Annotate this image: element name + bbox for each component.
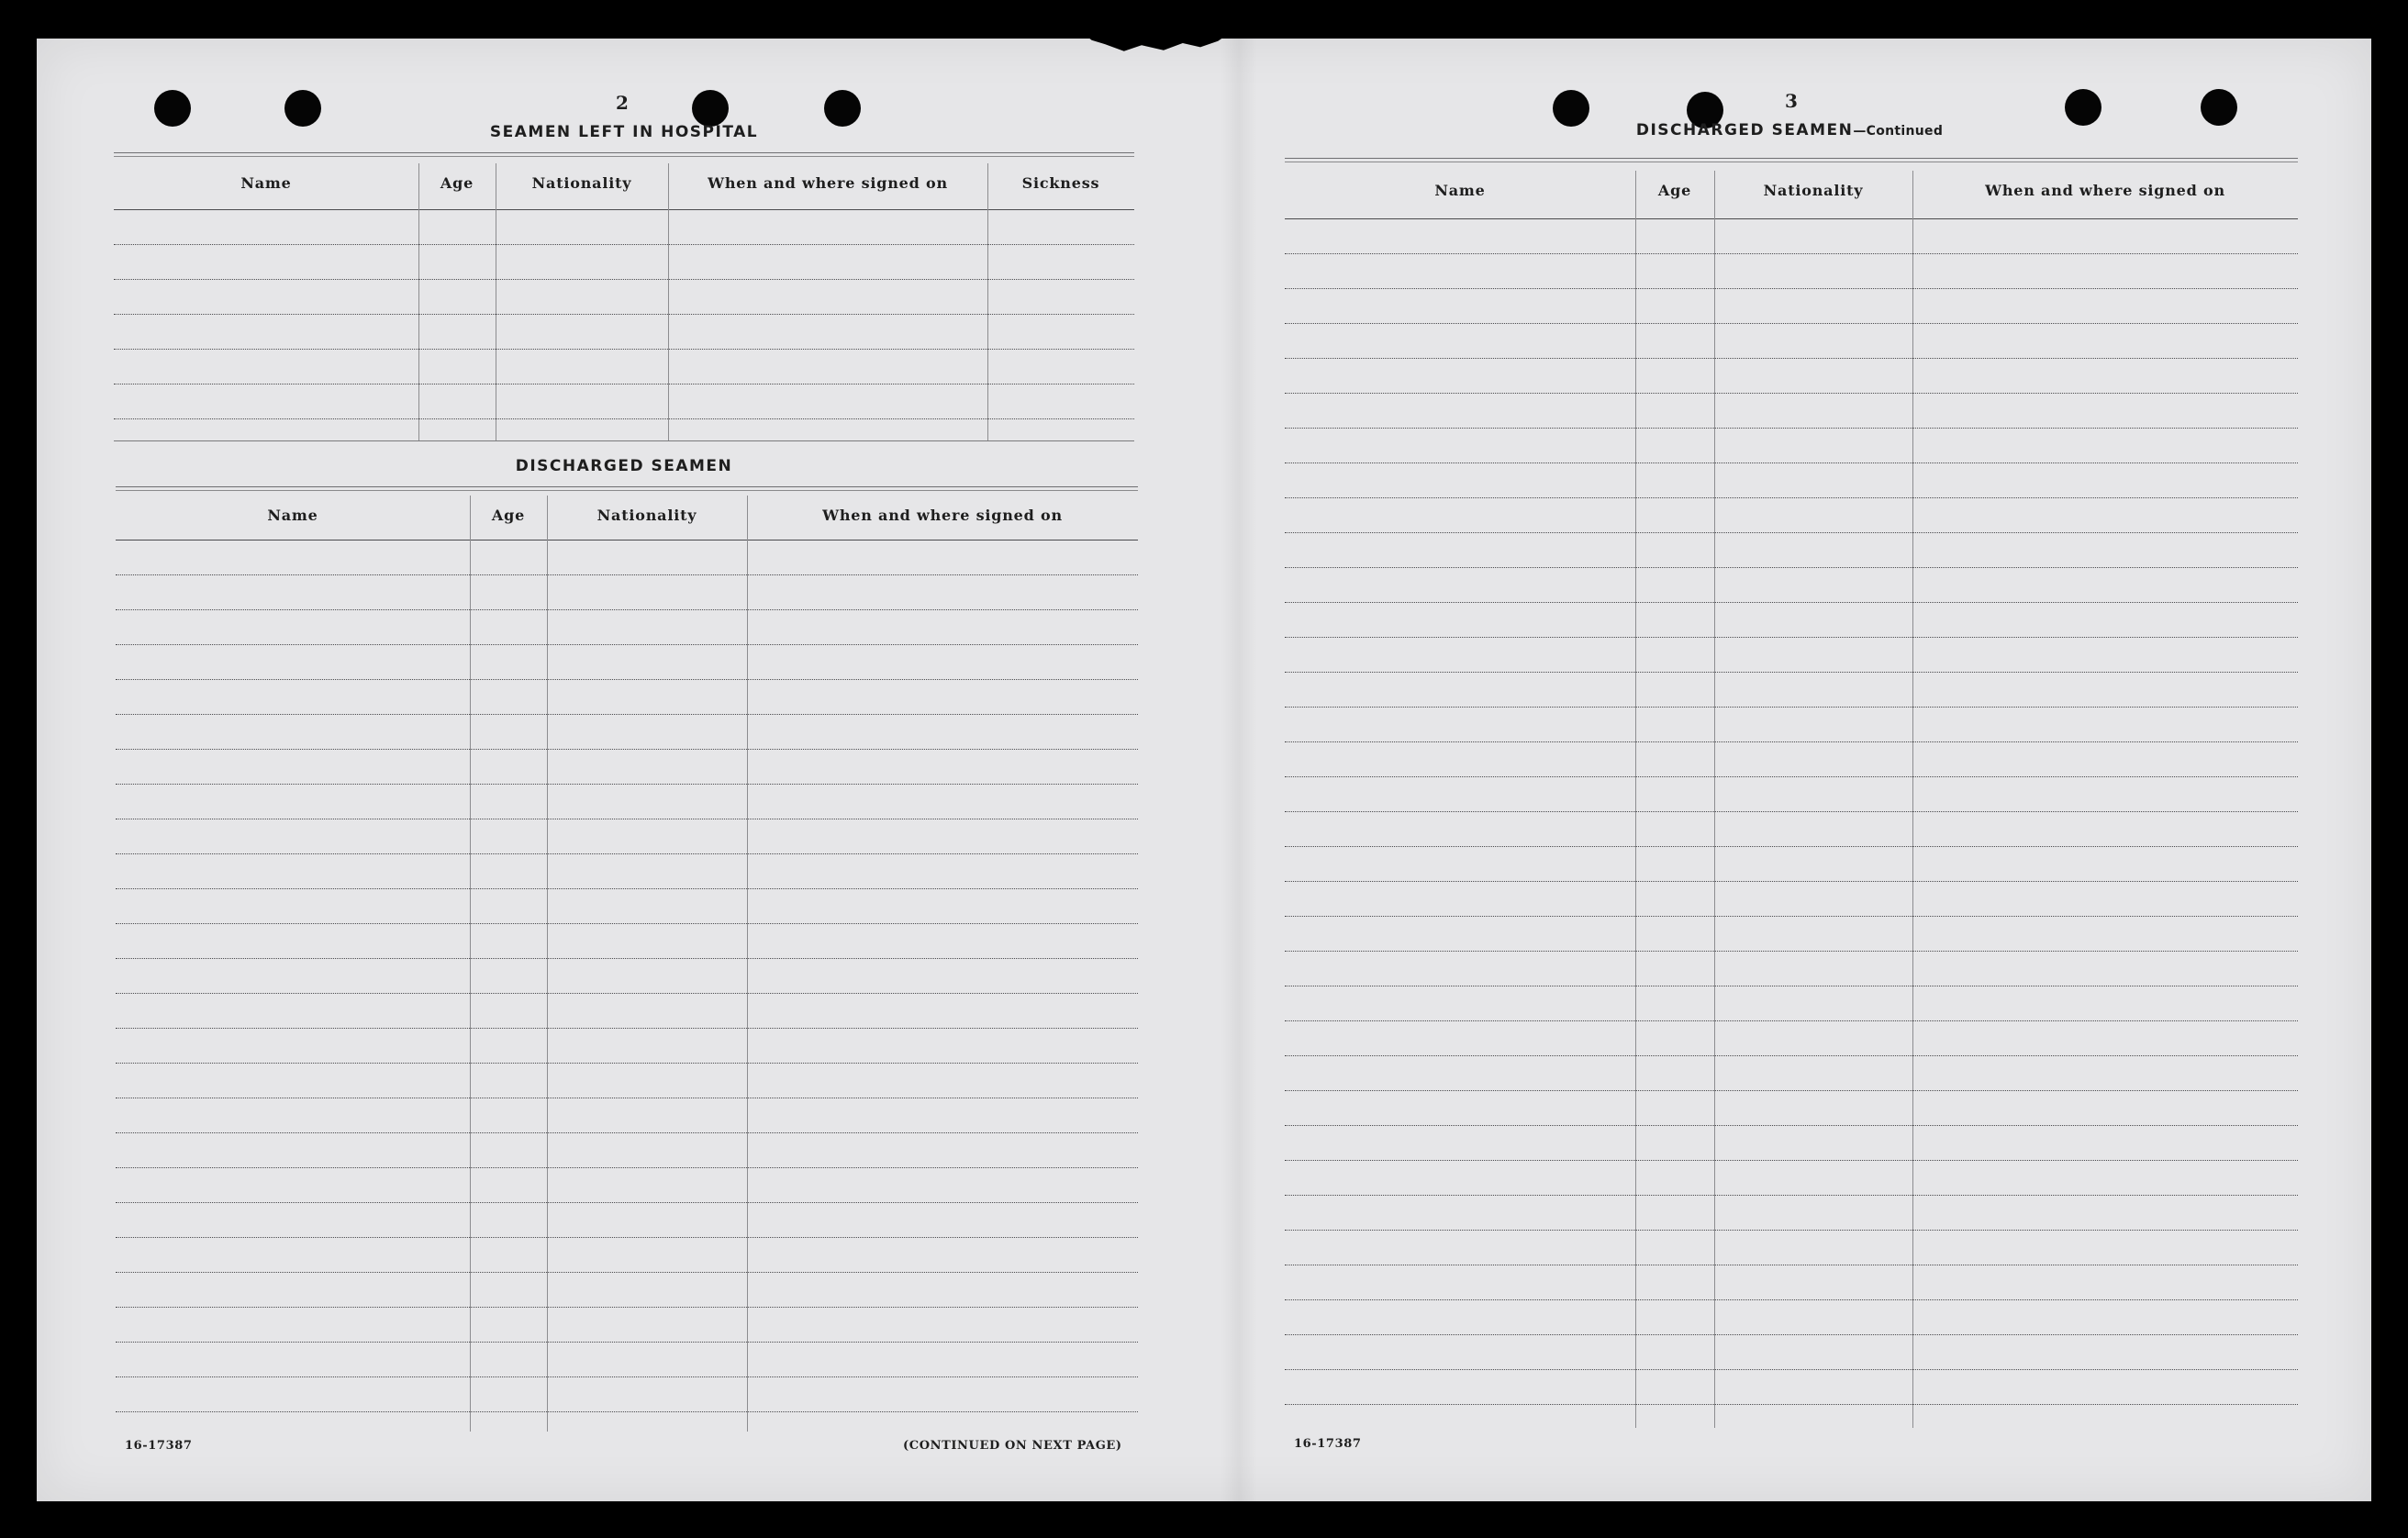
discharged-left-row-line[interactable]	[116, 958, 1138, 959]
discharged-right-row-line[interactable]	[1285, 881, 2298, 882]
discharged-section-title: DISCHARGED SEAMEN	[515, 457, 733, 475]
hospital-bottom-rule	[114, 440, 1134, 441]
discharged-left-header-age: Age	[491, 507, 526, 524]
discharged-right-row-line[interactable]	[1285, 1160, 2298, 1161]
discharged-right-row-line[interactable]	[1285, 288, 2298, 289]
discharged-right-row-line[interactable]	[1285, 707, 2298, 708]
hospital-top-rule	[114, 152, 1134, 157]
discharged-right-row-line[interactable]	[1285, 1334, 2298, 1335]
hospital-row-line[interactable]	[114, 418, 1134, 419]
hospital-header-age: Age	[440, 174, 474, 192]
hospital-column-divider	[987, 163, 988, 440]
discharged-right-header-rule	[1285, 218, 2298, 219]
discharged-left-row-line[interactable]	[116, 1237, 1138, 1238]
punch-hole	[2065, 89, 2101, 126]
discharged-right-row-line[interactable]	[1285, 1369, 2298, 1370]
discharged-right-header-age: Age	[1657, 182, 1692, 199]
hospital-header-when-and-where-signed-on: When and where signed on	[708, 174, 948, 192]
discharged-left-header-when-and-where-signed-on: When and where signed on	[822, 507, 1063, 524]
discharged-right-row-line[interactable]	[1285, 323, 2298, 324]
discharged-right-row-line[interactable]	[1285, 1125, 2298, 1126]
discharged-right-row-line[interactable]	[1285, 567, 2298, 568]
discharged-continued-title-text: DISCHARGED SEAMEN	[1635, 121, 1854, 139]
hospital-header-name: Name	[240, 174, 292, 192]
center-fold	[1221, 39, 1257, 1501]
discharged-left-row-line[interactable]	[116, 1132, 1138, 1133]
discharged-left-header-rule	[116, 540, 1138, 541]
discharged-right-column-divider	[1714, 171, 1715, 1428]
discharged-right-top-rule	[1285, 158, 2298, 162]
discharged-left-row-line[interactable]	[116, 1028, 1138, 1029]
discharged-right-row-line[interactable]	[1285, 1299, 2298, 1300]
punch-hole	[284, 90, 321, 127]
form-number-left: 16-17387	[125, 1439, 193, 1453]
discharged-left-row-line[interactable]	[116, 784, 1138, 785]
discharged-left-row-line[interactable]	[116, 1307, 1138, 1308]
discharged-right-row-line[interactable]	[1285, 1404, 2298, 1405]
discharged-left-row-line[interactable]	[116, 853, 1138, 854]
punch-hole	[824, 90, 861, 127]
discharged-left-column-divider	[747, 496, 748, 1432]
discharged-left-row-line[interactable]	[116, 1063, 1138, 1064]
discharged-left-column-divider	[547, 496, 548, 1432]
discharged-left-row-line[interactable]	[116, 1202, 1138, 1203]
discharged-left-row-line[interactable]	[116, 1272, 1138, 1273]
discharged-right-row-line[interactable]	[1285, 358, 2298, 359]
discharged-left-row-line[interactable]	[116, 574, 1138, 575]
discharged-left-row-line[interactable]	[116, 993, 1138, 994]
discharged-right-row-line[interactable]	[1285, 1020, 2298, 1021]
hospital-row-line[interactable]	[114, 244, 1134, 245]
discharged-left-column-divider	[470, 496, 471, 1432]
punch-hole	[154, 90, 191, 127]
hospital-row-line[interactable]	[114, 279, 1134, 280]
discharged-left-row-line[interactable]	[116, 923, 1138, 924]
discharged-left-header-nationality: Nationality	[596, 507, 697, 524]
discharged-table-left	[116, 507, 1138, 1432]
hospital-table	[114, 174, 1134, 440]
discharged-right-row-line[interactable]	[1285, 846, 2298, 847]
continued-suffix: —Continued	[1853, 124, 1944, 139]
discharged-right-header-when-and-where-signed-on: When and where signed on	[1985, 182, 2225, 199]
page-number-left: 2	[616, 92, 629, 114]
hospital-header-rule	[114, 209, 1134, 210]
discharged-right-row-line[interactable]	[1285, 532, 2298, 533]
discharged-right-header-name: Name	[1434, 182, 1486, 199]
discharged-right-row-line[interactable]	[1285, 916, 2298, 917]
discharged-left-row-line[interactable]	[116, 749, 1138, 750]
discharged-continued-title	[1597, 121, 1982, 139]
discharged-left-row-line[interactable]	[116, 609, 1138, 610]
discharged-left-row-line[interactable]	[116, 714, 1138, 715]
page-number-right: 3	[1785, 90, 1798, 112]
discharged-right-row-line[interactable]	[1285, 602, 2298, 603]
hospital-section-title: SEAMEN LEFT IN HOSPITAL	[489, 123, 759, 141]
continued-note: (CONTINUED ON NEXT PAGE)	[903, 1439, 1122, 1453]
discharged-right-row-line[interactable]	[1285, 428, 2298, 429]
discharged-right-row-line[interactable]	[1285, 1090, 2298, 1091]
discharged-left-row-line[interactable]	[116, 888, 1138, 889]
discharged-left-row-line[interactable]	[116, 1342, 1138, 1343]
discharged-right-row-line[interactable]	[1285, 951, 2298, 952]
discharged-top-rule	[116, 486, 1138, 491]
hospital-header-nationality: Nationality	[531, 174, 632, 192]
discharged-right-row-line[interactable]	[1285, 497, 2298, 498]
hospital-header-sickness: Sickness	[1021, 174, 1100, 192]
punch-hole	[692, 90, 729, 127]
discharged-right-column-divider	[1635, 171, 1636, 1428]
discharged-right-row-line[interactable]	[1285, 1195, 2298, 1196]
discharged-left-row-line[interactable]	[116, 644, 1138, 645]
discharged-right-row-line[interactable]	[1285, 776, 2298, 777]
discharged-left-row-line[interactable]	[116, 679, 1138, 680]
discharged-left-row-line[interactable]	[116, 1376, 1138, 1377]
discharged-right-row-line[interactable]	[1285, 741, 2298, 742]
discharged-left-row-line[interactable]	[116, 1411, 1138, 1412]
form-number-right: 16-17387	[1294, 1437, 1362, 1451]
hospital-column-divider	[418, 163, 419, 440]
discharged-right-row-line[interactable]	[1285, 672, 2298, 673]
discharged-table-right	[1285, 182, 2298, 1428]
discharged-right-row-line[interactable]	[1285, 637, 2298, 638]
discharged-right-row-line[interactable]	[1285, 1055, 2298, 1056]
discharged-right-row-line[interactable]	[1285, 393, 2298, 394]
discharged-right-row-line[interactable]	[1285, 1230, 2298, 1231]
discharged-left-header-name: Name	[267, 507, 318, 524]
discharged-right-header-nationality: Nationality	[1763, 182, 1864, 199]
discharged-right-row-line[interactable]	[1285, 811, 2298, 812]
hospital-column-divider	[668, 163, 669, 440]
punch-hole	[1553, 90, 1589, 127]
hospital-row-line[interactable]	[114, 349, 1134, 350]
discharged-right-column-divider	[1912, 171, 1913, 1428]
discharged-left-row-line[interactable]	[116, 1167, 1138, 1168]
hospital-row-line[interactable]	[114, 314, 1134, 315]
punch-hole	[2201, 89, 2237, 126]
discharged-right-row-line[interactable]	[1285, 253, 2298, 254]
